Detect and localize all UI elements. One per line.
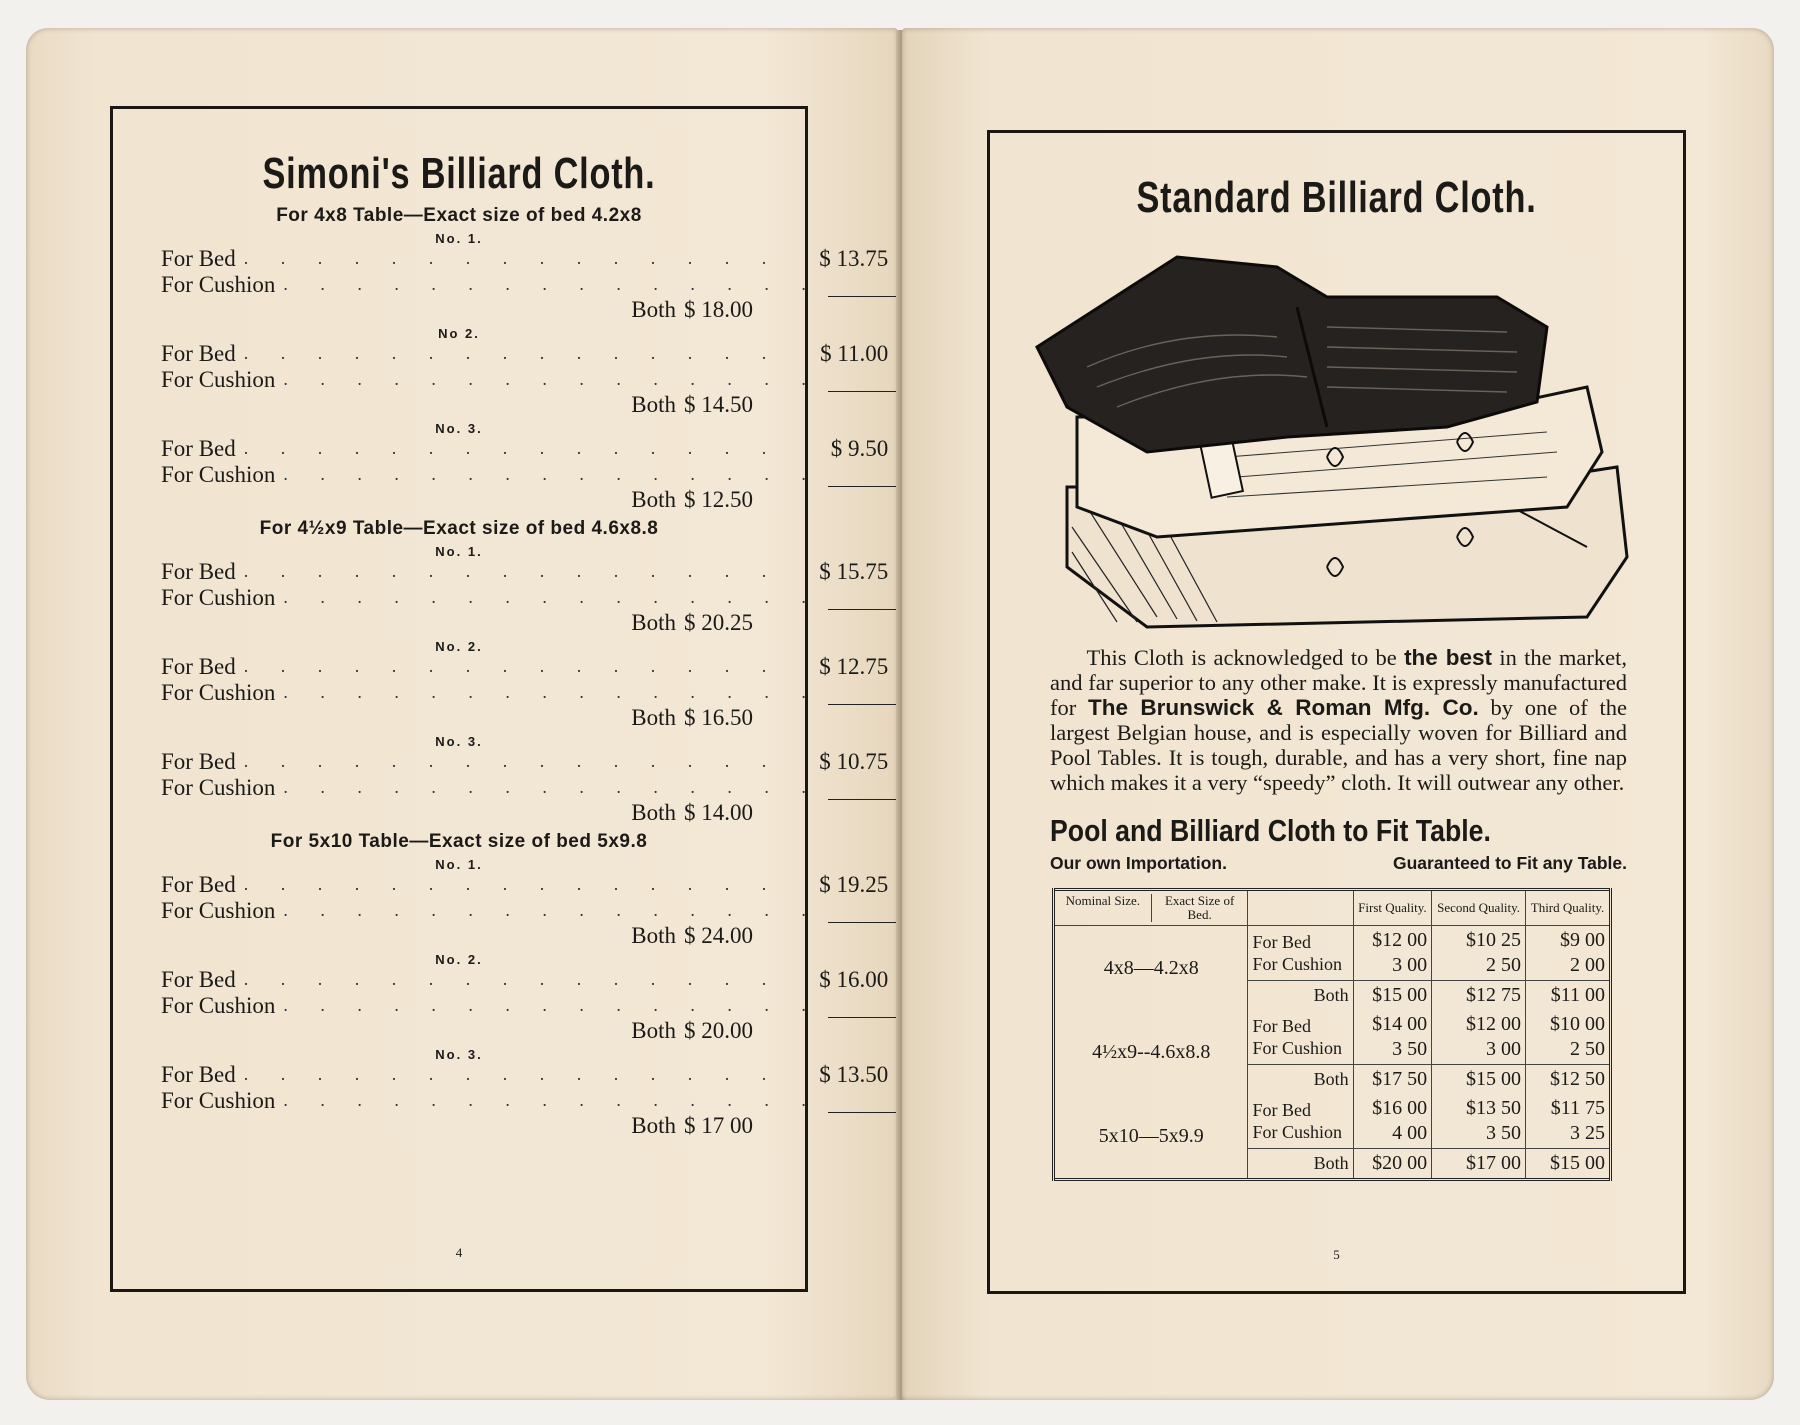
price-cell <box>1526 1010 1611 1065</box>
both-price: $15 00 <box>1526 1149 1611 1180</box>
both-price: $20 00 <box>1353 1149 1431 1180</box>
pool-cloth-subheading <box>1050 853 1627 874</box>
price-label: For Cushion <box>161 898 276 923</box>
price-label: For Cushion <box>161 1088 276 1113</box>
cushion-price: 3 00 <box>1392 954 1428 976</box>
bed-price-row <box>113 749 889 774</box>
cushion-label: For Cushion <box>1252 1038 1343 1058</box>
both-label: Both <box>631 392 676 417</box>
price-amount: $ 19.25 <box>819 872 889 897</box>
cushion-price-row <box>113 774 820 800</box>
cushion-price: 3 00 <box>1486 1038 1522 1060</box>
price-amount: $ 14.00 <box>684 800 753 825</box>
grade-number: No. 3. <box>435 421 483 436</box>
price-cell <box>1353 1094 1431 1149</box>
both-price-row <box>113 1018 805 1043</box>
both-price-row <box>113 705 805 730</box>
description-emphasis-1: the best <box>1404 645 1493 670</box>
left-page-title: Simoni's Billiard Cloth. <box>262 149 656 198</box>
left-page-frame <box>110 106 889 1292</box>
description-text-3: by one of the largest Belgian house, and is especially woven for Billiard and Pool Tables. It is tough, durable, and has a very short, fine nap which makes it a very “speedy” cloth. It will outwear any other. <box>1050 695 1627 795</box>
leader-dots: . . . . . . . . . . . . . . . <box>283 274 820 294</box>
table-row <box>1054 1010 1611 1065</box>
description-emphasis-2: The Brunswick & Roman Mfg. Co. <box>1088 695 1479 720</box>
both-price-row <box>113 297 805 322</box>
price-amount: $ 12.50 <box>684 487 753 512</box>
grade-number: No. 3. <box>435 734 483 749</box>
guarantee-note: Guaranteed to Fit any Table. <box>1392 853 1627 873</box>
cushion-price: 2 50 <box>1486 954 1522 976</box>
bed-label: For Bed <box>1252 1100 1311 1120</box>
price-label: For Bed <box>161 1062 236 1087</box>
cushion-label: For Cushion <box>1252 1122 1343 1142</box>
leader-dots: . . . . . . . . . . . . . . . <box>243 1064 781 1084</box>
leader-dots: . . . . . . . . . . . . . . . <box>243 656 781 676</box>
right-page <box>902 28 1774 1400</box>
leader-dots: . . . . . . . . . . . . . . . <box>243 248 781 268</box>
kind-cell <box>1248 1094 1353 1149</box>
price-amount: $ 14.50 <box>684 392 753 417</box>
cushion-price-row <box>113 271 820 297</box>
cloth-description <box>1050 645 1627 795</box>
table-row <box>1054 1094 1611 1149</box>
cushion-price: 3 50 <box>1392 1038 1428 1060</box>
description-text-1: This Cloth is acknowledged to be <box>1086 645 1405 670</box>
both-price-row <box>113 487 805 512</box>
both-label: Both <box>631 800 676 825</box>
size-cell: 4½x9--4.6x8.8 <box>1054 1010 1248 1094</box>
bed-price: $11 75 <box>1550 1097 1605 1119</box>
price-sections <box>113 205 889 1138</box>
price-amount: $ 18.00 <box>684 297 753 322</box>
header-third-quality: Third Quality. <box>1526 890 1611 926</box>
price-cell <box>1432 1010 1526 1065</box>
price-label: For Bed <box>161 654 236 679</box>
bed-label: For Bed <box>1252 1016 1311 1036</box>
leader-dots: . . . . . . . . . . . . . . . <box>283 777 820 797</box>
price-amount: $ 9.50 <box>830 436 889 461</box>
price-label: For Bed <box>161 559 236 584</box>
header-first-quality: First Quality. <box>1353 890 1431 926</box>
both-label: Both <box>631 610 676 635</box>
price-cell <box>1432 1094 1526 1149</box>
section-heading: For 4x8 Table—Exact size of bed 4.2x8 <box>276 205 642 226</box>
leader-dots: . . . . . . . . . . . . . . . <box>243 561 781 581</box>
right-page-number: 5 <box>1333 1247 1340 1262</box>
price-amount: $ 13.75 <box>819 246 889 271</box>
cushion-label: For Cushion <box>1252 954 1343 974</box>
leader-dots: . . . . . . . . . . . . . . . <box>283 682 820 702</box>
grade-number: No. 1. <box>435 231 483 246</box>
header-nominal-size: Nominal Size. Exact Size of Bed. <box>1054 890 1248 926</box>
cushion-price-row <box>113 584 820 610</box>
grade-number: No. 2. <box>435 639 483 654</box>
price-amount: $ 24.00 <box>684 923 753 948</box>
price-amount: $ 17 00 <box>684 1113 753 1138</box>
grade-number: No. 1. <box>435 544 483 559</box>
price-amount: $ 20.25 <box>684 610 753 635</box>
price-label: For Bed <box>161 872 236 897</box>
both-price-row <box>113 392 805 417</box>
leader-dots: . . . . . . . . . . . . . . . <box>283 900 820 920</box>
bed-price-row <box>113 559 889 584</box>
both-label: Both <box>631 923 676 948</box>
bed-price-row <box>113 341 889 366</box>
leader-dots: . . . . . . . . . . . . . . . <box>243 438 781 458</box>
price-label: For Bed <box>161 436 236 461</box>
cushion-price: 3 25 <box>1570 1122 1605 1144</box>
bed-price: $9 00 <box>1560 929 1605 951</box>
cushion-price-row <box>113 366 820 392</box>
section-heading: For 5x10 Table—Exact size of bed 5x9.8 <box>270 831 648 852</box>
both-price-row <box>113 1113 805 1138</box>
both-label: Both <box>1248 1065 1353 1095</box>
right-page-title: Standard Billiard Cloth. <box>1136 173 1537 222</box>
folded-cloth-illustration <box>1027 237 1647 627</box>
both-price-row <box>113 800 805 825</box>
cushion-price: 4 00 <box>1392 1122 1428 1144</box>
price-label: For Bed <box>161 341 236 366</box>
bed-price-row <box>113 1062 889 1087</box>
price-amount: $ 16.00 <box>819 967 889 992</box>
kind-cell <box>1248 1010 1353 1065</box>
both-price: $12 50 <box>1526 1065 1611 1095</box>
leader-dots: . . . . . . . . . . . . . . . <box>243 343 781 363</box>
leader-dots: . . . . . . . . . . . . . . . <box>283 587 820 607</box>
leader-dots: . . . . . . . . . . . . . . . <box>243 969 781 989</box>
right-page-frame <box>987 130 1686 1294</box>
cushion-price-row <box>113 461 820 487</box>
both-label: Both <box>631 1113 676 1138</box>
bed-price-row <box>113 967 889 992</box>
pool-cloth-price-table <box>1052 888 1612 1181</box>
bed-price: $14 00 <box>1372 1013 1428 1035</box>
cushion-price-row <box>113 897 820 923</box>
price-label: For Cushion <box>161 585 276 610</box>
table-row <box>1054 926 1611 981</box>
bed-price: $12 00 <box>1372 929 1428 951</box>
price-amount: $ 12.75 <box>819 654 889 679</box>
bed-price: $10 00 <box>1550 1013 1605 1035</box>
price-cell <box>1526 926 1611 981</box>
price-label: For Bed <box>161 967 236 992</box>
both-price-row <box>113 610 805 635</box>
leader-dots: . . . . . . . . . . . . . . . <box>283 464 820 484</box>
left-page <box>26 28 898 1400</box>
both-label: Both <box>631 487 676 512</box>
left-page-number: 4 <box>455 1245 463 1260</box>
cushion-price-row <box>113 992 820 1018</box>
price-label: For Cushion <box>161 775 276 800</box>
pool-cloth-heading: Pool and Billiard Cloth to Fit Table. <box>1050 813 1491 848</box>
both-label: Both <box>631 1018 676 1043</box>
bed-price: $12 00 <box>1466 1013 1522 1035</box>
price-amount: $ 20.00 <box>684 1018 753 1043</box>
price-label: For Cushion <box>161 993 276 1018</box>
kind-cell <box>1248 926 1353 981</box>
price-amount: $ 11.00 <box>820 341 889 366</box>
bed-price: $13 50 <box>1466 1097 1522 1119</box>
price-label: For Cushion <box>161 462 276 487</box>
grade-number: No. 2. <box>435 952 483 967</box>
bed-price-row <box>113 872 889 897</box>
both-price: $17 50 <box>1353 1065 1431 1095</box>
price-cell <box>1432 926 1526 981</box>
both-label: Both <box>631 297 676 322</box>
price-label: For Cushion <box>161 680 276 705</box>
size-cell: 4x8—4.2x8 <box>1054 926 1248 1011</box>
both-label: Both <box>1248 981 1353 1011</box>
both-price: $11 00 <box>1526 981 1611 1011</box>
description-text-2: in the market, and far superior to any other make. It is expressly manufactured for <box>1050 645 1628 720</box>
price-cell <box>1353 1010 1431 1065</box>
price-amount: $ 10.75 <box>819 749 889 774</box>
price-label: For Cushion <box>161 367 276 392</box>
both-label: Both <box>1248 1149 1353 1180</box>
bed-price-row <box>113 246 889 271</box>
price-amount: $ 13.50 <box>819 1062 889 1087</box>
cushion-price: 2 50 <box>1570 1038 1605 1060</box>
bed-label: For Bed <box>1252 932 1311 952</box>
price-amount: $ 15.75 <box>819 559 889 584</box>
section-heading: For 4½x9 Table—Exact size of bed 4.6x8.8 <box>259 518 659 539</box>
cushion-price: 2 00 <box>1570 954 1605 976</box>
price-cell <box>1353 926 1431 981</box>
leader-dots: . . . . . . . . . . . . . . . <box>243 751 781 771</box>
leader-dots: . . . . . . . . . . . . . . . <box>283 1090 820 1110</box>
both-price: $12 75 <box>1432 981 1526 1011</box>
grade-number: No. 1. <box>435 857 483 872</box>
leader-dots: . . . . . . . . . . . . . . . <box>283 995 820 1015</box>
grade-number: No. 3. <box>435 1047 483 1062</box>
header-kind <box>1248 890 1353 926</box>
cushion-price: 3 50 <box>1486 1122 1522 1144</box>
leader-dots: . . . . . . . . . . . . . . . <box>243 874 781 894</box>
cushion-price-row <box>113 1087 820 1113</box>
both-price-row <box>113 923 805 948</box>
price-amount: $ 16.50 <box>684 705 753 730</box>
bed-price: $10 25 <box>1466 929 1522 951</box>
cushion-price-row <box>113 679 820 705</box>
price-label: For Bed <box>161 749 236 774</box>
price-label: For Cushion <box>161 272 276 297</box>
leader-dots: . . . . . . . . . . . . . . . <box>283 369 820 389</box>
importation-note: Our own Importation. <box>1050 853 1227 873</box>
price-label: For Bed <box>161 246 236 271</box>
size-cell: 5x10—5x9.9 <box>1054 1094 1248 1180</box>
bed-price: $16 00 <box>1372 1097 1428 1119</box>
header-second-quality: Second Quality. <box>1432 890 1526 926</box>
both-price: $15 00 <box>1353 981 1431 1011</box>
bed-price-row <box>113 654 889 679</box>
both-price: $15 00 <box>1432 1065 1526 1095</box>
bed-price-row <box>113 436 889 461</box>
both-label: Both <box>631 705 676 730</box>
grade-number: No 2. <box>438 326 480 341</box>
both-price: $17 00 <box>1432 1149 1526 1180</box>
price-cell <box>1526 1094 1611 1149</box>
